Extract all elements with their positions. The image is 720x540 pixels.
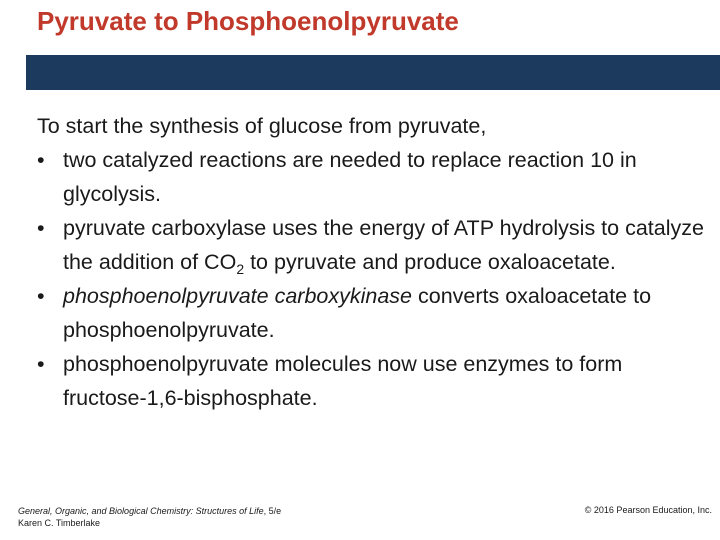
bullet-icon: • — [37, 284, 45, 308]
intro-text: To start the synthesis of glucose from pyruvate, — [37, 114, 487, 138]
bullet-text: two catalyzed reactions are needed to replace reaction 10 in glycolysis. — [63, 148, 637, 206]
title-bar — [26, 55, 720, 90]
bullet-item — [37, 279, 707, 347]
footer-author: Karen C. Timberlake — [18, 518, 101, 528]
bullet-item — [37, 347, 707, 415]
bullet-text: pyruvate carboxylase uses the energy of ATP hydrolysis to catalyze the addition of CO — [63, 216, 704, 274]
footer-citation — [18, 505, 281, 529]
subscript-two: 2 — [236, 261, 245, 277]
bullet-item — [37, 211, 707, 279]
slide-content — [37, 109, 707, 415]
slide-title: Pyruvate to Phosphoenolpyruvate — [37, 6, 459, 36]
bullet-text-continuation: converts oxaloacetate to phosphoenolpyruvate. — [63, 284, 652, 342]
enzyme-name: phosphoenolpyruvate carboxykinase — [63, 284, 413, 308]
bullet-list — [37, 143, 707, 415]
bullet-item — [37, 143, 707, 211]
bullet-text-continuation: to pyruvate and produce oxaloacetate. — [244, 250, 616, 274]
footer-book-title: General, Organic, and Biological Chemistry: Structures of Life — [18, 506, 264, 516]
bullet-icon: • — [37, 216, 45, 240]
bullet-icon: • — [37, 352, 45, 376]
footer-copyright: © 2016 Pearson Education, Inc. — [584, 505, 712, 515]
bullet-text: phosphoenolpyruvate molecules now use enzymes to form fructose-1,6-bisphosphate. — [63, 352, 623, 410]
bullet-icon: • — [37, 148, 45, 172]
footer-edition: , 5/e — [263, 506, 282, 516]
